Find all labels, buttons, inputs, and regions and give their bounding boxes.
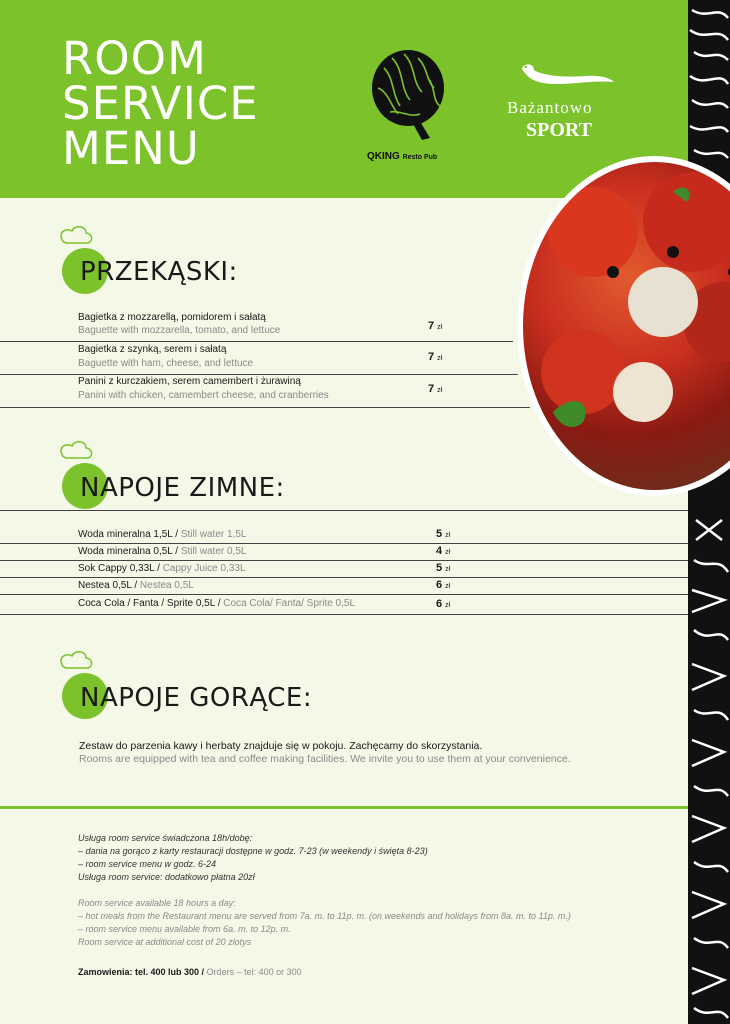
price-value: 7 (428, 383, 435, 395)
section-title-hot (80, 683, 312, 713)
cold-item-4 (78, 580, 194, 591)
chef-hat-icon (58, 440, 94, 462)
cold-item-3-pl: Sok Cappy 0,33L (78, 563, 155, 574)
title-line-2: SERVICE (62, 77, 259, 130)
decorative-pattern-strip (688, 0, 730, 1024)
price-currency: zł (445, 532, 451, 539)
price-currency: zł (437, 355, 443, 362)
title-line-3: MENU (62, 122, 200, 175)
hot-drinks-text-en: Rooms are equipped with tea and coffee making facilities. We invite you to use them at your convenience. (79, 753, 571, 765)
cold-item-2-en: Still water 0,5L (180, 546, 247, 557)
info-pl-line-3: – room service menu w godz. 6-24 (78, 859, 217, 869)
cold-item-1-price (436, 528, 450, 540)
orders-pl: Zamowienia: tel. 400 lub 300 (78, 967, 200, 977)
cold-item-2 (78, 546, 246, 557)
section-title-snacks (80, 257, 238, 287)
row-divider (0, 510, 688, 511)
info-en-line-1: Room service available 18 hours a day: (78, 898, 236, 908)
section-title-cold-rest: POJE ZIMNE: (118, 473, 285, 503)
cold-item-4-price (436, 579, 450, 591)
snack-item-3-pl: Panini z kurczakiem, serem camembert i żurawiną (78, 376, 301, 387)
row-divider (0, 614, 688, 615)
price-value: 7 (428, 320, 435, 332)
section-title-snacks-rest: ZEKĄSKI: (114, 257, 238, 287)
section-title-cold-hl: NA (80, 473, 119, 503)
cold-item-1-pl: Woda mineralna 1,5L (78, 529, 173, 540)
info-en-line-4: Room service at additional cost of 20 zlotys (78, 937, 252, 947)
price-value: 6 (436, 598, 443, 610)
page-title (62, 32, 259, 175)
info-en-line-2: – hot meals from the Restaurant menu are served from 7a. m. to 11p. m. (on weekends and holidays from 8a. m. to 11p. m.) (78, 911, 571, 921)
price-value: 7 (428, 351, 435, 363)
hotel-name: Bażantowo (507, 98, 593, 117)
hotel-sub: SPORT (526, 119, 592, 141)
section-title-cold (80, 473, 285, 503)
info-english (78, 897, 571, 949)
snack-item-1-pl: Bagietka z mozzarellą, pomidorem i sałatą (78, 312, 266, 323)
divider-green (0, 806, 688, 809)
food-photo (517, 156, 730, 496)
qking-brand (367, 151, 437, 162)
hot-drinks-text-pl: Zestaw do parzenia kawy i herbaty znajduje się w pokoju. Zachęcamy do skorzystania. (79, 740, 483, 752)
price-value: 5 (436, 562, 443, 574)
section-title-hot-hl: NA (80, 683, 119, 713)
row-divider (0, 341, 513, 342)
section-title-hot-rest: POJE GORĄCE: (118, 683, 313, 713)
cold-item-4-en: Nestea 0,5L (139, 580, 194, 591)
cold-item-5-en: Coca Cola/ Fanta/ Sprite 0,5L (223, 598, 356, 609)
row-divider (0, 594, 688, 595)
snack-item-1-en: Baguette with mozzarella, tomato, and lettuce (78, 325, 281, 336)
info-pl-line-2: – dania na gorąco z karty restauracji dostępne w godz. 7-23 (w weekendy i święta 8-23) (78, 846, 428, 856)
cold-item-1 (78, 529, 246, 540)
price-currency: zł (445, 549, 451, 556)
pizza-image (523, 162, 730, 496)
row-divider (0, 374, 518, 375)
section-title-snacks-hl: PR (80, 257, 115, 287)
price-currency: zł (437, 324, 443, 331)
cold-item-2-price (436, 545, 450, 557)
orders-en: Orders – tel: 400 or 300 (206, 967, 302, 977)
snack-item-2-pl: Bagietka z szynką, serem i sałatą (78, 344, 227, 355)
price-value: 6 (436, 579, 443, 591)
info-pl-line-4: Usługa room service: dodatkowo płatna 20zł (78, 872, 255, 882)
qking-brand-sub: Resto Pub (402, 154, 438, 161)
row-divider (0, 407, 530, 408)
info-pl-line-1: Usługa room service świadczona 18h/dobę: (78, 833, 253, 843)
pattern-icon (688, 0, 730, 1024)
pheasant-logo-icon (516, 60, 616, 90)
cold-item-3 (78, 563, 246, 574)
qking-logo-icon (370, 48, 448, 140)
price-value: 4 (436, 545, 443, 557)
cold-item-2-sep: / (172, 546, 181, 557)
cold-item-4-pl: Nestea 0,5L (78, 580, 132, 591)
orders-sep: / (199, 967, 207, 977)
row-divider (0, 577, 688, 578)
cold-item-5-pl: Coca Cola / Fanta / Sprite 0,5L (78, 598, 215, 609)
row-divider (0, 543, 688, 544)
cold-item-1-en: Still water 1,5L (180, 529, 247, 540)
snack-item-1-price (428, 320, 442, 332)
snack-item-3-price (428, 383, 442, 395)
chef-hat-icon (58, 225, 94, 247)
snack-item-3-en: Panini with chicken, camembert cheese, and cranberries (78, 390, 329, 401)
cold-item-3-en: Cappy Juice 0,33L (162, 563, 246, 574)
cold-item-3-sep: / (154, 563, 163, 574)
price-value: 5 (436, 528, 443, 540)
info-en-line-3: – room service menu available from 6a. m. to 12p. m. (78, 924, 291, 934)
orders-contact (78, 967, 302, 977)
cold-item-2-pl: Woda mineralna 0,5L (78, 546, 173, 557)
cold-item-5 (78, 598, 355, 609)
row-divider (0, 560, 688, 561)
price-currency: zł (437, 387, 443, 394)
cold-item-5-price (436, 598, 450, 610)
header-banner (0, 0, 688, 198)
info-polish (78, 832, 428, 884)
price-currency: zł (445, 602, 451, 609)
snack-item-2-price (428, 351, 442, 363)
cold-item-4-sep: / (131, 580, 140, 591)
cold-item-5-sep: / (214, 598, 224, 609)
cold-item-3-price (436, 562, 450, 574)
chef-hat-icon (58, 650, 94, 672)
snack-item-2-en: Baguette with ham, cheese, and lettuce (78, 358, 254, 369)
price-currency: zł (445, 566, 451, 573)
title-line-1: ROOM (62, 32, 207, 85)
cold-item-1-sep: / (172, 529, 181, 540)
price-currency: zł (445, 583, 451, 590)
qking-brand-name: QKING (367, 151, 400, 162)
